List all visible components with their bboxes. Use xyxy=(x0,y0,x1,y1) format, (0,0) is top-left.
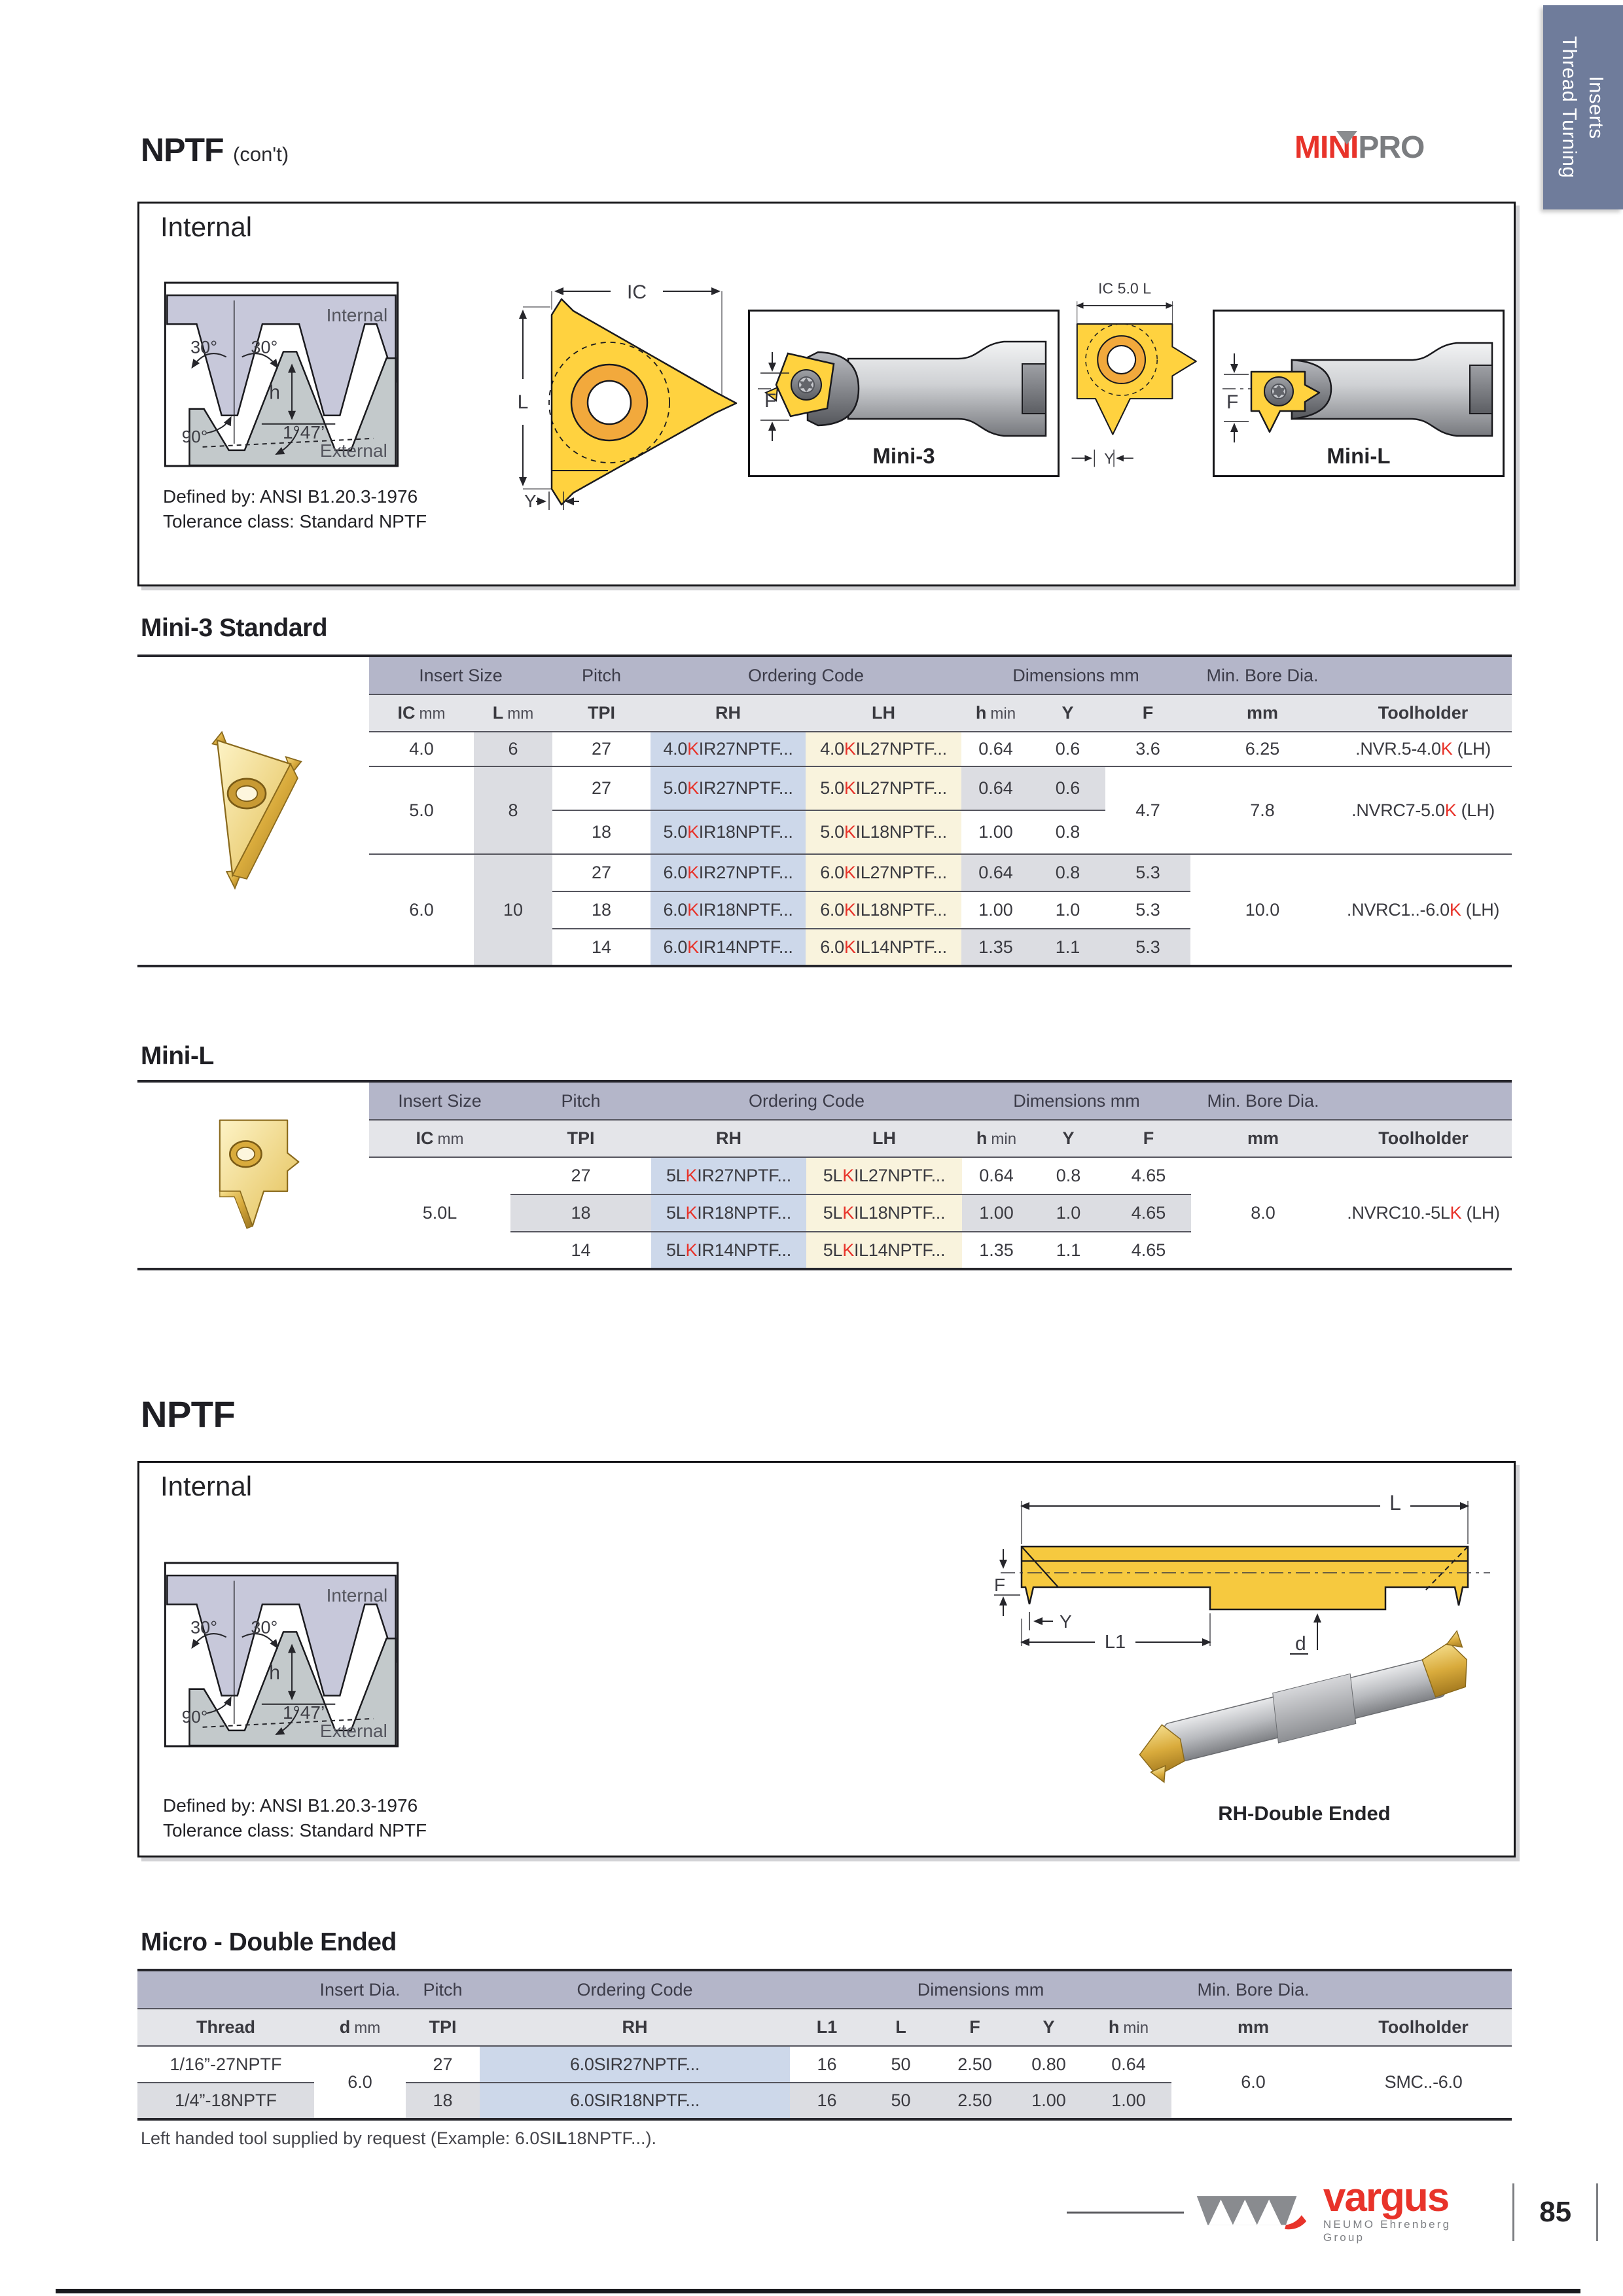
cell-rh-code: 6.0KIR18NPTF... xyxy=(651,891,806,929)
cell-h: 1.00 xyxy=(962,1194,1031,1232)
page-title-main: NPTF xyxy=(141,132,224,168)
deg90-label: 90° xyxy=(181,1706,208,1727)
page-title-cont: (con't) xyxy=(233,143,289,166)
cell-h: 0.64 xyxy=(961,732,1030,766)
cell-thread: 1/16”-27NPTF xyxy=(137,2046,314,2083)
y-dim-label: Y xyxy=(524,491,537,510)
cell-h: 1.00 xyxy=(1086,2083,1171,2119)
cell-tpi: 27 xyxy=(552,854,651,891)
internal-box-2 xyxy=(137,1461,1516,1857)
side-tab-line1: Thread Turning xyxy=(1558,36,1581,179)
defined-by-text: Defined by: ANSI B1.20.3-1976 xyxy=(163,486,418,507)
cell-lh-code: 4.0KIL27NPTF... xyxy=(806,732,961,766)
cell-y: 1.0 xyxy=(1030,891,1105,929)
l-dim-label: L xyxy=(1389,1491,1401,1515)
cell-rh-code: 6.0KIR14NPTF... xyxy=(651,929,806,966)
col-l: L xyxy=(864,2009,938,2046)
cell-y: 1.0 xyxy=(1031,1194,1106,1232)
cell-lh-code: 6.0KIL14NPTF... xyxy=(806,929,961,966)
col-toolholder: Toolholder xyxy=(1334,694,1512,732)
col-tpi: TPI xyxy=(552,694,651,732)
page-number: 85 xyxy=(1539,2196,1572,2229)
minil-table-title: Mini-L xyxy=(141,1042,214,1070)
cell-lh-code: 6.0KIL18NPTF... xyxy=(806,891,961,929)
cell-h: 0.64 xyxy=(1086,2046,1171,2083)
col-hmin: h min xyxy=(1086,2009,1171,2046)
cell-tpi: 18 xyxy=(552,810,651,854)
cell-tpi: 14 xyxy=(510,1232,651,1269)
cell-tpi: 14 xyxy=(552,929,651,966)
cell-lh-code: 5.0KIL27NPTF... xyxy=(806,766,961,810)
group-min-bore: Min. Bore Dia. xyxy=(1190,656,1334,694)
external-label: External xyxy=(319,440,387,461)
page-footer xyxy=(1067,2175,1623,2244)
cell-y: 0.80 xyxy=(1012,2046,1086,2083)
minil-table xyxy=(137,1080,1512,1270)
cell-lh-code: 5LKIL27NPTF... xyxy=(806,1157,962,1194)
col-tpi: TPI xyxy=(406,2009,480,2046)
cell-f: 4.65 xyxy=(1106,1232,1191,1269)
group-ordering-code: Ordering Code xyxy=(651,1081,962,1120)
cell-l: 10 xyxy=(474,854,552,966)
internal-box-1 xyxy=(137,202,1516,586)
micro-table xyxy=(137,1969,1512,2121)
rh-double-ended-label: RH-Double Ended xyxy=(1218,1802,1391,1825)
cell-y: 1.1 xyxy=(1030,929,1105,966)
col-ic: IC mm xyxy=(369,694,474,732)
bottom-edge-bar xyxy=(56,2289,1580,2293)
deg90-label: 90° xyxy=(181,426,208,446)
footer-divider xyxy=(1596,2183,1598,2241)
cell-h: 0.64 xyxy=(961,766,1030,810)
nptf2-title: NPTF xyxy=(141,1393,236,1435)
table-row xyxy=(137,2046,1512,2083)
f-dim-label: F xyxy=(764,390,777,412)
cell-h: 1.35 xyxy=(961,929,1030,966)
cell-lh-code: 5LKIL18NPTF... xyxy=(806,1194,962,1232)
l1-dim-label: L1 xyxy=(1104,1632,1126,1653)
col-mm: mm xyxy=(1191,1120,1335,1157)
cell-h: 1.00 xyxy=(961,891,1030,929)
group-dimensions: Dimensions mm xyxy=(962,1081,1191,1120)
group-empty xyxy=(137,1970,314,2009)
micro-column-header-row xyxy=(137,2009,1512,2046)
h-label: h xyxy=(269,382,280,404)
cell-rh-code: 5.0KIR27NPTF... xyxy=(651,766,806,810)
cell-bore: 10.0 xyxy=(1190,854,1334,966)
cell-bore: 8.0 xyxy=(1191,1157,1335,1269)
col-mm: mm xyxy=(1190,694,1334,732)
vargus-subtitle: NEUMO Ehrenberg Group xyxy=(1323,2217,1452,2244)
group-min-bore: Min. Bore Dia. xyxy=(1171,1970,1335,2009)
col-f: F xyxy=(1106,1120,1191,1157)
cell-f: 5.3 xyxy=(1105,929,1190,966)
col-hmin: h min xyxy=(961,694,1030,732)
col-rh: RH xyxy=(480,2009,790,2046)
cell-tpi: 18 xyxy=(552,891,651,929)
tolerance-text: Tolerance class: Standard NPTF xyxy=(163,1820,427,1840)
y-dim-label-2: Y xyxy=(1104,450,1115,467)
minil-holder-box xyxy=(1213,310,1505,477)
col-tpi: TPI xyxy=(510,1120,651,1157)
rh-double-ended-photo xyxy=(1121,1630,1488,1793)
cell-y: 0.8 xyxy=(1030,854,1105,891)
cell-f: 2.50 xyxy=(938,2046,1012,2083)
ic50l-insert-diagram xyxy=(1061,272,1202,488)
minil-insert-photo xyxy=(203,1103,304,1244)
external-label: External xyxy=(319,1720,387,1741)
col-l: L mm xyxy=(474,694,552,732)
cell-bore: 7.8 xyxy=(1190,766,1334,854)
cell-f: 5.3 xyxy=(1105,891,1190,929)
mini3-table xyxy=(137,655,1512,967)
cell-l: 50 xyxy=(864,2083,938,2119)
cell-tpi: 18 xyxy=(406,2083,480,2119)
tolerance-text: Tolerance class: Standard NPTF xyxy=(163,511,427,531)
cell-lh-code: 5LKIL14NPTF... xyxy=(806,1232,962,1269)
cell-y: 0.6 xyxy=(1030,766,1105,810)
cell-h: 0.64 xyxy=(961,854,1030,891)
group-insert-size: Insert Size xyxy=(369,656,552,694)
cell-rh-code: 4.0KIR27NPTF... xyxy=(651,732,806,766)
cell-f: 3.6 xyxy=(1105,732,1190,766)
cell-lh-code: 5.0KIL18NPTF... xyxy=(806,810,961,854)
mini3-insert-photo-cell xyxy=(137,656,369,966)
cell-rh-code: 6.0SIR27NPTF... xyxy=(480,2046,790,2083)
cell-bore: 6.25 xyxy=(1190,732,1334,766)
group-dimensions: Dimensions mm xyxy=(790,1970,1171,2009)
minipro-logo xyxy=(1294,130,1424,166)
logo-pro: PRO xyxy=(1358,130,1425,165)
cell-bore: 6.0 xyxy=(1171,2046,1335,2119)
mini3-holder-diagram xyxy=(750,312,1054,471)
double-ended-bar-shape xyxy=(1022,1547,1468,1609)
internal-label: Internal xyxy=(326,1585,388,1606)
col-f: F xyxy=(1105,694,1190,732)
insert-dimensions-diagram xyxy=(506,274,761,510)
group-ordering-code: Ordering Code xyxy=(651,656,961,694)
col-thread: Thread xyxy=(137,2009,314,2046)
vargus-wordmark xyxy=(1323,2175,1488,2244)
cell-f: 2.50 xyxy=(938,2083,1012,2119)
minil-insert-photo-cell xyxy=(137,1081,369,1269)
cell-l: 50 xyxy=(864,2046,938,2083)
cell-y: 0.8 xyxy=(1031,1157,1106,1194)
col-toolholder: Toolholder xyxy=(1335,1120,1512,1157)
cell-y: 1.00 xyxy=(1012,2083,1086,2119)
cell-tpi: 27 xyxy=(552,766,651,810)
taper-angle-label: 1°47’ xyxy=(282,1702,325,1723)
cell-ic: 4.0 xyxy=(369,732,474,766)
group-min-bore: Min. Bore Dia. xyxy=(1191,1081,1335,1120)
f-dim-label: F xyxy=(994,1575,1006,1595)
group-pitch: Pitch xyxy=(510,1081,651,1120)
f-dim-label: F xyxy=(1226,391,1239,413)
angle-left-label: 30° xyxy=(190,336,218,357)
col-toolholder: Toolholder xyxy=(1335,2009,1512,2046)
col-y: Y xyxy=(1031,1120,1106,1157)
mini3-holder-box xyxy=(748,310,1060,477)
cell-f: 5.3 xyxy=(1105,854,1190,891)
cell-rh-code: 5LKIR18NPTF... xyxy=(651,1194,806,1232)
col-rh: RH xyxy=(651,1120,806,1157)
angle-right-label: 30° xyxy=(251,1617,278,1638)
minil-label: Mini-L xyxy=(1327,444,1391,468)
cell-rh-code: 5LKIR27NPTF... xyxy=(651,1157,806,1194)
col-lh: LH xyxy=(806,1120,962,1157)
cell-toolholder: .NVRC7-5.0K (LH) xyxy=(1334,766,1512,854)
col-ic: IC mm xyxy=(369,1120,510,1157)
cell-tpi: 27 xyxy=(552,732,651,766)
internal-box1-title: Internal xyxy=(160,211,253,242)
thread-profile-diagram xyxy=(163,281,400,468)
page-title xyxy=(141,131,289,169)
group-insert-size: Insert Size xyxy=(369,1081,510,1120)
y-dim-label: Y xyxy=(1060,1611,1072,1632)
footer-divider xyxy=(1512,2183,1514,2241)
minil-group-header-row xyxy=(137,1081,1512,1120)
cell-rh-code: 6.0SIR18NPTF... xyxy=(480,2083,790,2119)
group-pitch: Pitch xyxy=(406,1970,480,2009)
cell-ic: 6.0 xyxy=(369,854,474,966)
cell-toolholder: .NVRC1..-6.0K (LH) xyxy=(1334,854,1512,966)
col-rh: RH xyxy=(651,694,806,732)
col-y: Y xyxy=(1012,2009,1086,2046)
logo-triangle-icon xyxy=(1336,131,1357,145)
internal-label: Internal xyxy=(326,305,388,326)
cell-l1: 16 xyxy=(790,2083,864,2119)
group-insert-dia: Insert Dia. xyxy=(314,1970,406,2009)
cell-h: 1.35 xyxy=(962,1232,1031,1269)
thread-profile-diagram xyxy=(163,1561,400,1748)
col-mm: mm xyxy=(1171,2009,1335,2046)
col-hmin: h min xyxy=(962,1120,1031,1157)
side-tab-thread-turning-inserts xyxy=(1543,5,1623,209)
col-l1: L1 xyxy=(790,2009,864,2046)
defined-by-text: Defined by: ANSI B1.20.3-1976 xyxy=(163,1795,418,1816)
angle-right-label: 30° xyxy=(251,336,278,357)
mini3-label: Mini-3 xyxy=(872,444,935,468)
d-dim-label: d xyxy=(1295,1633,1306,1655)
cell-tpi: 27 xyxy=(510,1157,651,1194)
cell-thread: 1/4”-18NPTF xyxy=(137,2083,314,2119)
vargus-mark-icon xyxy=(1194,2191,1318,2234)
cell-y: 1.1 xyxy=(1031,1232,1106,1269)
cell-toolholder: SMC..-6.0 xyxy=(1335,2046,1512,2119)
cell-tpi: 18 xyxy=(510,1194,651,1232)
micro-table-title: Micro - Double Ended xyxy=(141,1928,397,1956)
cell-toolholder: .NVRC10.-5LK (LH) xyxy=(1335,1157,1512,1269)
minil-holder-diagram xyxy=(1215,312,1499,471)
footer-rule xyxy=(1067,2212,1184,2214)
cell-l: 8 xyxy=(474,766,552,854)
left-hand-note: Left handed tool supplied by request (Example: 6.0SIL18NPTF...). xyxy=(141,2128,656,2148)
h-label: h xyxy=(269,1662,280,1684)
group-pitch: Pitch xyxy=(552,656,651,694)
col-f: F xyxy=(938,2009,1012,2046)
cell-ic: 5.0L xyxy=(369,1157,510,1269)
group-ordering-code: Ordering Code xyxy=(480,1970,790,2009)
cell-f: 4.65 xyxy=(1106,1194,1191,1232)
cell-ic: 5.0 xyxy=(369,766,474,854)
group-empty xyxy=(1335,1081,1512,1120)
cell-rh-code: 5.0KIR18NPTF... xyxy=(651,810,806,854)
cell-l: 6 xyxy=(474,732,552,766)
angle-left-label: 30° xyxy=(190,1617,218,1638)
cell-f: 4.7 xyxy=(1105,766,1190,854)
mini3-table-title: Mini-3 Standard xyxy=(141,614,328,642)
cell-lh-code: 6.0KIL27NPTF... xyxy=(806,854,961,891)
cell-y: 0.8 xyxy=(1030,810,1105,854)
col-y: Y xyxy=(1030,694,1105,732)
internal-box2-title: Internal xyxy=(160,1471,253,1501)
cell-f: 4.65 xyxy=(1106,1157,1191,1194)
micro-group-header-row xyxy=(137,1970,1512,2009)
vargus-name: vargus xyxy=(1323,2175,1449,2220)
taper-angle-label: 1°47’ xyxy=(282,422,325,442)
cell-toolholder: .NVR.5-4.0K (LH) xyxy=(1334,732,1512,766)
mini3-insert-photo xyxy=(191,717,315,901)
mini3-group-header-row xyxy=(137,656,1512,694)
cell-h: 1.00 xyxy=(961,810,1030,854)
group-dimensions: Dimensions mm xyxy=(961,656,1190,694)
ic50l-label: IC 5.0 L xyxy=(1098,279,1152,297)
side-tab-line2: Inserts xyxy=(1585,75,1608,139)
cell-h: 0.64 xyxy=(962,1157,1031,1194)
cell-rh-code: 5LKIR14NPTF... xyxy=(651,1232,806,1269)
group-empty xyxy=(1335,1970,1512,2009)
cell-rh-code: 6.0KIR27NPTF... xyxy=(651,854,806,891)
group-empty xyxy=(1334,656,1512,694)
ic-dim-label: IC xyxy=(627,281,647,303)
cell-l1: 16 xyxy=(790,2046,864,2083)
cell-tpi: 27 xyxy=(406,2046,480,2083)
cell-y: 0.6 xyxy=(1030,732,1105,766)
col-lh: LH xyxy=(806,694,961,732)
col-d: d mm xyxy=(314,2009,406,2046)
cell-d: 6.0 xyxy=(314,2046,406,2119)
logo-mini: MINI xyxy=(1294,130,1359,165)
l-dim-label: L xyxy=(517,391,529,413)
